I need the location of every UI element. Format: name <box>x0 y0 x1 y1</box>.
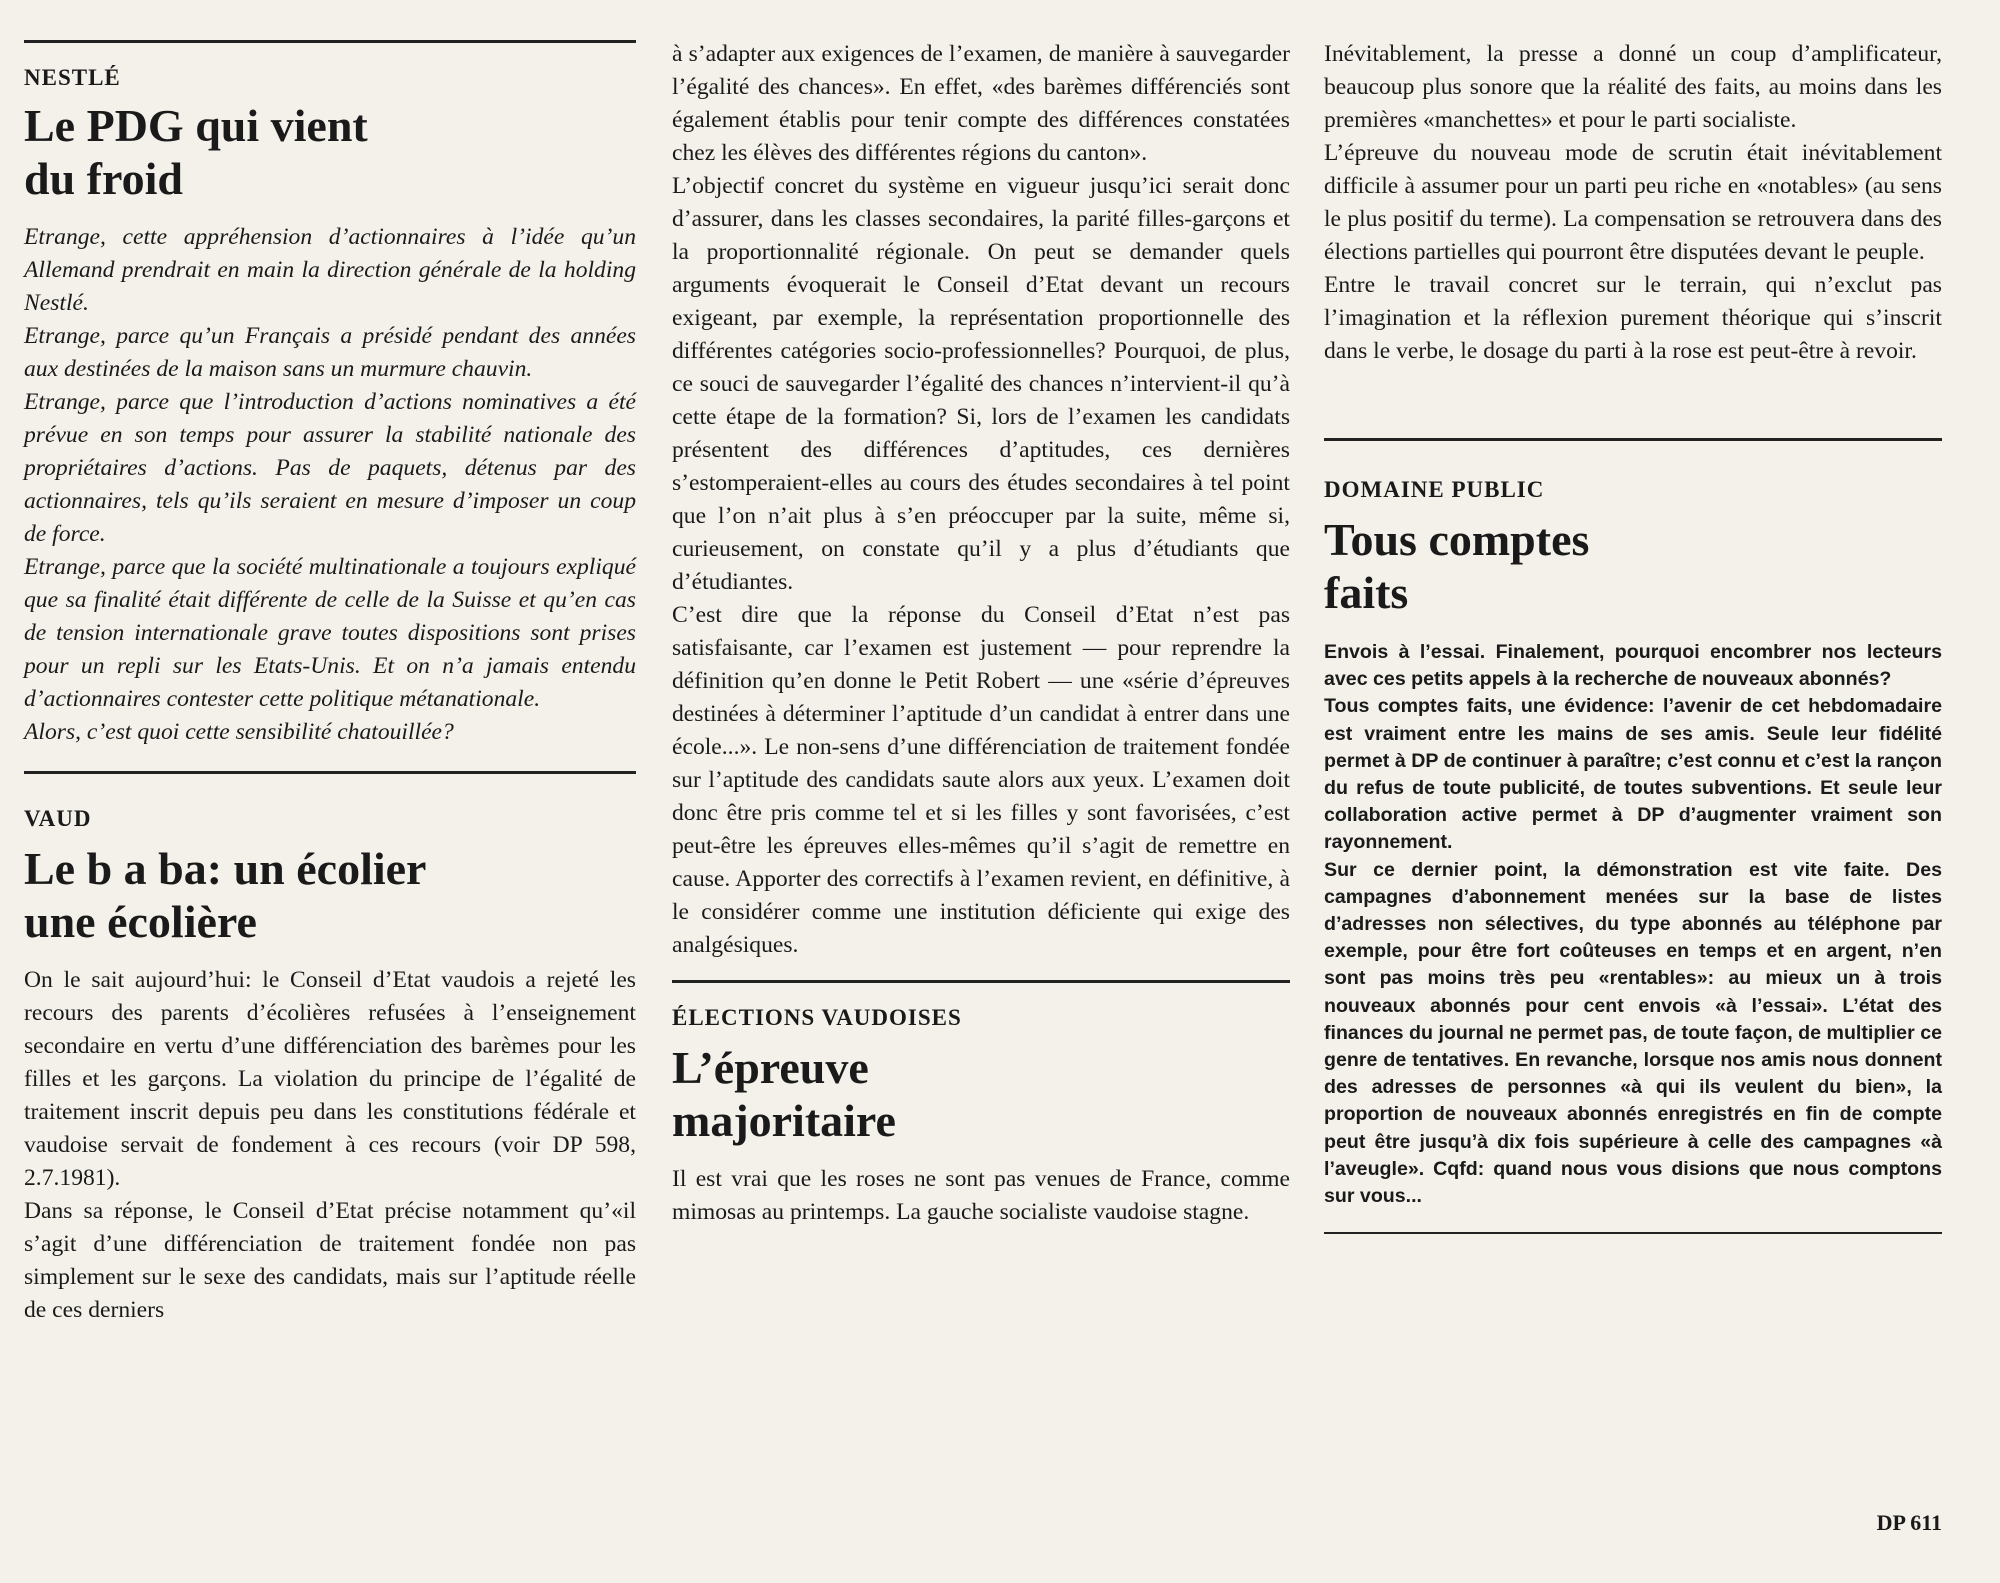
domaine-kicker: DOMAINE PUBLIC <box>1324 477 1545 502</box>
vaud-continuation: C’est dire que la réponse du Conseil d’Etat n’est pas satisfaisante, car l’examen est justement — pour reprendre la définition qu’en donne le Petit Robert — une «série d’épreuves destinées à déterminer l’aptitude d’un candidat à entrer dans une école...». Le non-sens d’une différenciation de traitement fondée sur l’aptitude des candidats saute alors aux yeux. L’examen doit donc être pris comme tel et si les filles y sont favorisées, c’est peut-être les épreuves elles-mêmes qu’il s’agit de remettre en cause. Apporter des correctifs à l’examen revient, en définitive, à le considérer comme une institution déficiente qui exige des analgésiques. <box>672 602 1290 958</box>
elections-kicker: ÉLECTIONS VAUDOISES <box>672 1005 962 1030</box>
elections-continuation: Entre le travail concret sur le terrain, qui n’exclut pas l’imagination et la réflexion purement théorique qui s’inscrit dans le verbe, le dosage du parti à la rose est peut-être à revoir. <box>1324 272 1942 364</box>
nestle-paragraph: Etrange, cette appréhension d’actionnaires à l’idée qu’un Allemand prendrait en main la direction générale de la holding Nestlé. <box>24 224 636 316</box>
nestle-paragraph: Alors, c’est quoi cette sensibilité chatouillée? <box>24 719 454 745</box>
vaud-continuation: à s’adapter aux exigences de l’examen, de manière à sauvegarder l’égalité des chances». En effet, «des barèmes différenciés sont également établis pour tenir compte des différences constatées chez les élèves des différentes régions du canton». <box>672 41 1290 166</box>
nestle-headline-line2: du froid <box>24 153 183 204</box>
nestle-headline-line1: Le PDG qui vient <box>24 100 368 151</box>
column-left <box>24 40 636 1327</box>
domaine-paragraph: Sur ce dernier point, la démonstration est vite faite. Des campagnes d’abonnement menées sur la base de listes d’adresses non sélectives, du type abonnés au téléphone par exemple, pour être fort coûteuses en temps et en argent, n’en sont pas moins très peu «rentables»: au mieux un à trois nouveaux abonnés pour cent envois «à l’essai». L’état des finances du journal ne permet pas, de toute façon, de multiplier ce genre de tentatives. En revanche, lorsque nos amis nous donnent des adresses de personnes «à qui ils veulent du bien», la proportion de nouveaux abonnés enregistrés en fin de compte peut être jusqu’à dix fois supérieure à celle des campagnes «à l’aveugle». Cqfd: quand nous vous disions que nous comptons sur vous... <box>1324 858 1942 1208</box>
column-middle <box>672 38 1290 1229</box>
elections-headline-line2: majoritaire <box>672 1095 896 1146</box>
domaine-headline-line1: Tous comptes <box>1324 514 1590 565</box>
nestle-kicker: NESTLÉ <box>24 65 121 90</box>
nestle-paragraph: Etrange, parce qu’un Français a présidé pendant des années aux destinées de la maison sans un murmure chauvin. <box>24 323 636 382</box>
elections-continuation: Inévitablement, la presse a donné un coup d’amplificateur, beaucoup plus sonore que la réalité des faits, au moins dans les premières «manchettes» et pour le parti socialiste. <box>1324 41 1942 133</box>
vaud-continuation: L’objectif concret du système en vigueur jusqu’ici serait donc d’assurer, dans les classes secondaires, la parité filles-garçons et la proportionnalité régionale. On peut se demander quels arguments évoquerait le Conseil d’Etat devant un recours exigeant, par exemple, la représentation proportionnelle des différentes catégories socio-professionnelles? Pourquoi, de plus, ce souci de sauvegarder l’égalité des chances n’intervient-il qu’à cette étape de la formation? Si, lors de l’examen les candidats présentent des différences d’aptitudes, ces dernières s’estomperaient-elles au cours des études secondaires à tel point que l’on n’ait plus à s’en préoccuper par la suite, même si, curieusement, on constate qu’il y a plus d’étudiants que d’étudiantes. <box>672 173 1290 595</box>
vaud-headline-line1: Le b a ba: un écolier <box>24 843 427 894</box>
domaine-paragraph: Envois à l’essai. Finalement, pourquoi encombrer nos lecteurs avec ces petits appels à la recherche de nouveaux abonnés? <box>1324 641 1942 691</box>
nestle-paragraph: Etrange, parce que l’introduction d’actions nominatives a été prévue en son temps pour assurer la stabilité nationale des propriétaires d’actions. Pas de paquets, détenus par des actionnaires, tels qu’ils seraient en mesure d’imposer un coup de force. <box>24 389 636 547</box>
domaine-headline-line2: faits <box>1324 567 1409 618</box>
vaud-kicker: VAUD <box>24 806 92 831</box>
domaine-paragraph: Tous comptes faits, une évidence: l’avenir de cet hebdomadaire est vraiment entre les mains de ses amis. Seule leur fidélité permet à DP de continuer à paraître; c’est connu et c’est la rançon du refus de toute publicité, de toutes subventions. Et seule leur collaboration active permet à DP d’augmenter vraiment son rayonnement. <box>1324 695 1942 854</box>
nestle-paragraph: Etrange, parce que la société multinationale a toujours expliqué que sa finalité était différente de celle de la Suisse et qu’en cas de tension internationale grave toutes dispositions sont prises pour un repli sur les Etats-Unis. Et on n’a jamais entendu d’actionnaires contester cette politique métanationale. <box>24 554 636 712</box>
elections-headline-line1: L’épreuve <box>672 1042 869 1093</box>
elections-continuation: L’épreuve du nouveau mode de scrutin était inévitablement difficile à assumer pour un parti peu riche en «notables» (au sens le plus positif du terme). La compensation se retrouvera dans des élections partielles qui pourront être disputées devant le peuple. <box>1324 140 1942 265</box>
vaud-paragraph: Dans sa réponse, le Conseil d’Etat précise notamment qu’«il s’agit d’une différenciation de traitement fondée non pas simplement sur le sexe des candidats, mais sur l’aptitude réelle de ces derniers <box>24 1198 636 1323</box>
bottom-rule <box>1324 1232 1942 1234</box>
vaud-headline-line2: une écolière <box>24 896 257 947</box>
page-folio: DP 611 <box>1876 1510 1942 1535</box>
elections-paragraph: Il est vrai que les roses ne sont pas venues de France, comme mimosas au printemps. La gauche socialiste vaudoise stagne. <box>672 1166 1290 1225</box>
column-right <box>1324 38 1942 1234</box>
vaud-paragraph: On le sait aujourd’hui: le Conseil d’Etat vaudois a rejeté les recours des parents d’écolières refusées à l’enseignement secondaire en vertu d’une différenciation des barèmes pour les filles et les garçons. La violation du principe de l’égalité de traitement inscrit depuis peu dans les constitutions fédérale et vaudoise servait de fondement à ces recours (voir DP 598, 2.7.1981). <box>24 967 636 1191</box>
